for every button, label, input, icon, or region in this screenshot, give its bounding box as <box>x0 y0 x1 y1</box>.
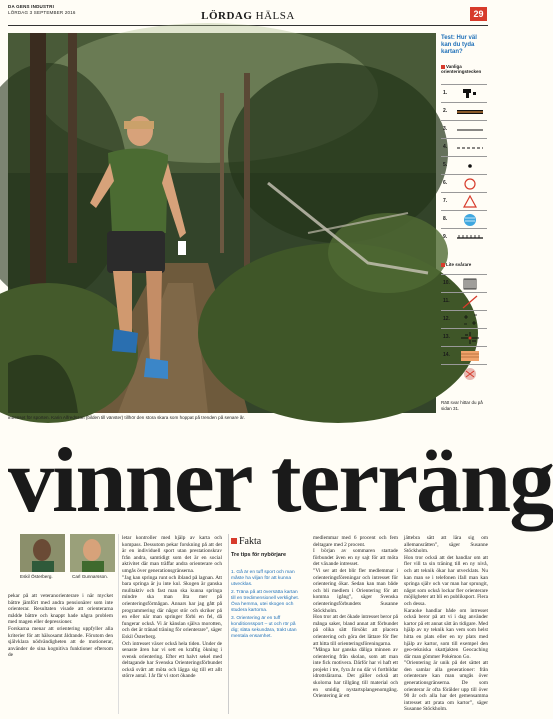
control-circle-icon <box>455 176 485 192</box>
quiz-row <box>441 292 487 311</box>
vegetation-symbol-icon <box>455 366 485 382</box>
quiz-section-common-label: Vanliga orienteringstecken <box>441 64 482 74</box>
lake-symbol-icon <box>455 212 485 228</box>
quiz-row <box>441 102 487 121</box>
quiz-title: Test: Hur väl kan du tyda kartan? <box>441 35 477 55</box>
road-symbol-icon <box>455 104 485 120</box>
quiz-section-hard <box>441 262 487 267</box>
quiz-row <box>441 364 487 383</box>
quiz-row <box>441 84 487 103</box>
path-symbol-icon <box>455 122 485 138</box>
quiz-row <box>441 192 487 211</box>
article-column-4 <box>404 535 488 713</box>
boulder-symbol-icon <box>455 158 485 174</box>
article-paragraph: pekar på att veteranorienterare i när mycket bättre jämfört med andra pensionärer som inte orienterar. Resultaten visade att orienterarna mådde bättre och knappt hade några problem med magen eller depressioner. <box>8 593 113 626</box>
quiz-row-number: 9. <box>443 234 448 240</box>
trail-symbol-icon <box>455 140 485 156</box>
fakta-subtitle: Tre tips för nybörjare <box>231 552 287 558</box>
article-paragraph: Hon tror också att det handlar om att fler vill ta sin träning till en ny nivå, och att teknik ökar har utvecklats. Nu kan man se i telefonen ifall man kan springa själv och var man har sprungit, något som också lockar fler orienterare möjligheter att bli en publiksport. Flera och dessa. <box>404 554 488 607</box>
quiz-row <box>441 120 487 139</box>
fakta-title <box>231 536 261 547</box>
fakta-title-text: Fakta <box>239 536 262 547</box>
forest-runner-photo <box>8 33 436 413</box>
quiz-section-common <box>441 64 487 74</box>
quiz-row-number: 3. <box>443 126 448 132</box>
article-paragraph: ”Vi ser att det blir fler medlemmar i orienteringsföreningar och intresset för orientering ökar. Sedan kan man både och bli medlem i Orientering för att komma igång”, säger Svenska orienteringsförbundets Susanne Stöckholm. <box>313 567 398 614</box>
fakta-tips-list <box>231 570 301 642</box>
article-paragraph: medlemmar med 6 procent och fem deltagare med 2 procent. <box>313 535 398 548</box>
section-name: HÄLSA <box>255 10 295 22</box>
fakta-tip: 2. Träna på att översätta kartan till en tredimensionell verklighet. Öva hemma, utei skogen och studera kartorna. <box>231 590 299 613</box>
page-number: 29 <box>470 7 487 21</box>
quiz-row-number: 2. <box>443 108 448 114</box>
article-paragraph: ”Jag kan springa runt och ibland på lagnan. Att bara springa är ju inte kul. Skogen är ganska mulitaktiv och fast man ska kunna springa mindre ska man lita mer på orienteringsförmågan. Annars har jag gått på programmering där något stör och skriker på en eller när man springer förbi en fel, då fungerar också. Vi är känslan själva morotten, och det är tränad träning för orienterare”, säger Eskil Österberg. <box>122 574 222 640</box>
quiz-row <box>441 228 487 247</box>
quiz-section-hard-label: Lite svårare <box>446 262 472 267</box>
portrait-carl <box>70 534 115 572</box>
publication-date: LÖRDAG 3 SEPTEMBER 2016 <box>8 10 76 15</box>
article-column-2 <box>122 535 222 680</box>
fakta-tip: 3. Orientering är en tuff konditionssport – ut och rör på dig; släta sekundära, trakt utan mentala ensamhet. <box>231 616 297 639</box>
quiz-row-number: 4. <box>443 144 448 150</box>
fence-symbol-icon <box>455 276 485 292</box>
quiz-row <box>441 310 487 329</box>
start-triangle-icon <box>455 194 485 210</box>
quiz-row-number: 11. <box>443 298 450 304</box>
quiz-row-number: 1. <box>443 90 448 96</box>
quiz-row <box>441 156 487 175</box>
column-divider <box>118 534 119 714</box>
building-symbol-icon <box>455 86 485 102</box>
quiz-row-number: 8. <box>443 216 448 222</box>
quiz-row <box>441 328 487 347</box>
section-marker-icon <box>441 263 445 267</box>
quiz-row <box>441 174 487 193</box>
quiz-row-number: 14. <box>443 352 450 358</box>
portrait-name: Eskil Österberg. <box>20 574 53 579</box>
article-paragraph: I början av sommaren startade förbundet även en ny sajt för att möta det växande intresset. <box>313 548 398 568</box>
article-paragraph: Och intresset växer också hela tiden. Under de senaste åren har vi sett en kraftig ökning i svensk orientering. Efter ett halvt sekel med deltagande har Svenska Orienteringsförbundet också svårt att möta och lägga sig till ett allt större antal. I år får vi stort ökande <box>122 640 222 680</box>
quiz-row-number: 7. <box>443 198 448 204</box>
contour-symbol-icon <box>455 348 485 364</box>
quiz-row <box>441 138 487 157</box>
fakta-box <box>228 534 305 714</box>
fakta-marker-icon <box>231 538 237 544</box>
crossing-symbol-icon <box>455 312 485 328</box>
quiz-row-number: 10. <box>443 280 450 286</box>
quiz-row-number: 6. <box>443 180 448 186</box>
photo-caption: intresset för sporten. Karin Alfredsson (bilden till vänster) tillhör den stora skara som hoppat på trenden på senare år. <box>8 415 245 420</box>
portrait-name: Carl Gunnarsson. <box>72 574 109 579</box>
headline: vinner terräng <box>8 429 553 531</box>
quiz-row-number: 13. <box>443 334 450 340</box>
quiz-row <box>441 210 487 229</box>
section-title <box>0 10 496 22</box>
quiz-row <box>441 274 487 293</box>
fakta-tip: 1. Gå är en tuff sport och man måste ha viljan för att kunna utvecklas. <box>231 570 295 587</box>
article-column-3 <box>313 535 398 700</box>
article-paragraph: Karaoke handlar både om intresset också beror på att vi i dag använder kartor på ett annat sätt än tidigare. Med hjälp av ny teknik kan vem som helst hitta en plats eller en ny plats med hjälp av kartor, som till exempel den geo-tekniska skattjakten Geocaching där man gömmer Pokémon Go. <box>404 607 488 660</box>
quiz-answer-note: Rätt svar hittar du på sidan 31. <box>441 400 483 411</box>
railway-symbol-icon <box>455 230 485 246</box>
article-paragraph: letar kontroller med hjälp av karta och kompass. Dessutom pekar forskning på att det är en individuell sport utan prestationskrav från andra, samtidigt som det är en social aktivitet där man träffar andra orienterare och umgås över generationsgränserna. <box>122 535 222 574</box>
article-paragraph: Hon tror att det ökade intresset beror på många saker, bland annat att förbundet på olika sätt försökt att placera orientering och göra det lättare för fler att hitta till orienteringsföreningarna. <box>313 614 398 647</box>
quiz-row-number: 5. <box>443 162 448 168</box>
article-paragraph: ”Orientering är unik på det sättet att den samlar alla generationer: från orienterare kan man umgås över generationsgränserna. De som orienterar är ofta förälder upp till över 90 år och alla har det gemensamma intresset att prata om kartor”, säger Susanne Stöckholm. <box>404 660 488 713</box>
article-paragraph: Forskarna menar att orientering uppfyller alla kriterier för att hälsosamt åldrande. Förutom den självklara nödvändigheten att de motionerar, använder de sina kognitiva funktioner eftersom de <box>8 625 113 659</box>
article-paragraph: ”Många har ganska dåliga minnen av orientering från skolan, som att man inte fick motivera. Därför har vi haft ett projekt i tre, fyra år nu där vi fortbildar idrottslärarna. Det gäller också att skolorna har tillgång till material och en smidig nystartsplangenomgång. Orientering är ett <box>313 647 398 700</box>
article-paragraph: jättebra sätt att lära sig om allemansrätten”, säger Susanne Stöckholm. <box>404 535 488 555</box>
section-day: LÖRDAG <box>201 10 253 22</box>
publication-name: DA GENS INDUSTRI <box>8 4 55 9</box>
portrait-eskil <box>20 534 65 572</box>
article-column-1 <box>8 593 113 659</box>
quiz-row-number: 12. <box>443 316 450 322</box>
marsh-crossing-icon <box>455 330 485 346</box>
course-line-icon <box>455 294 485 310</box>
quiz-row <box>441 346 487 365</box>
